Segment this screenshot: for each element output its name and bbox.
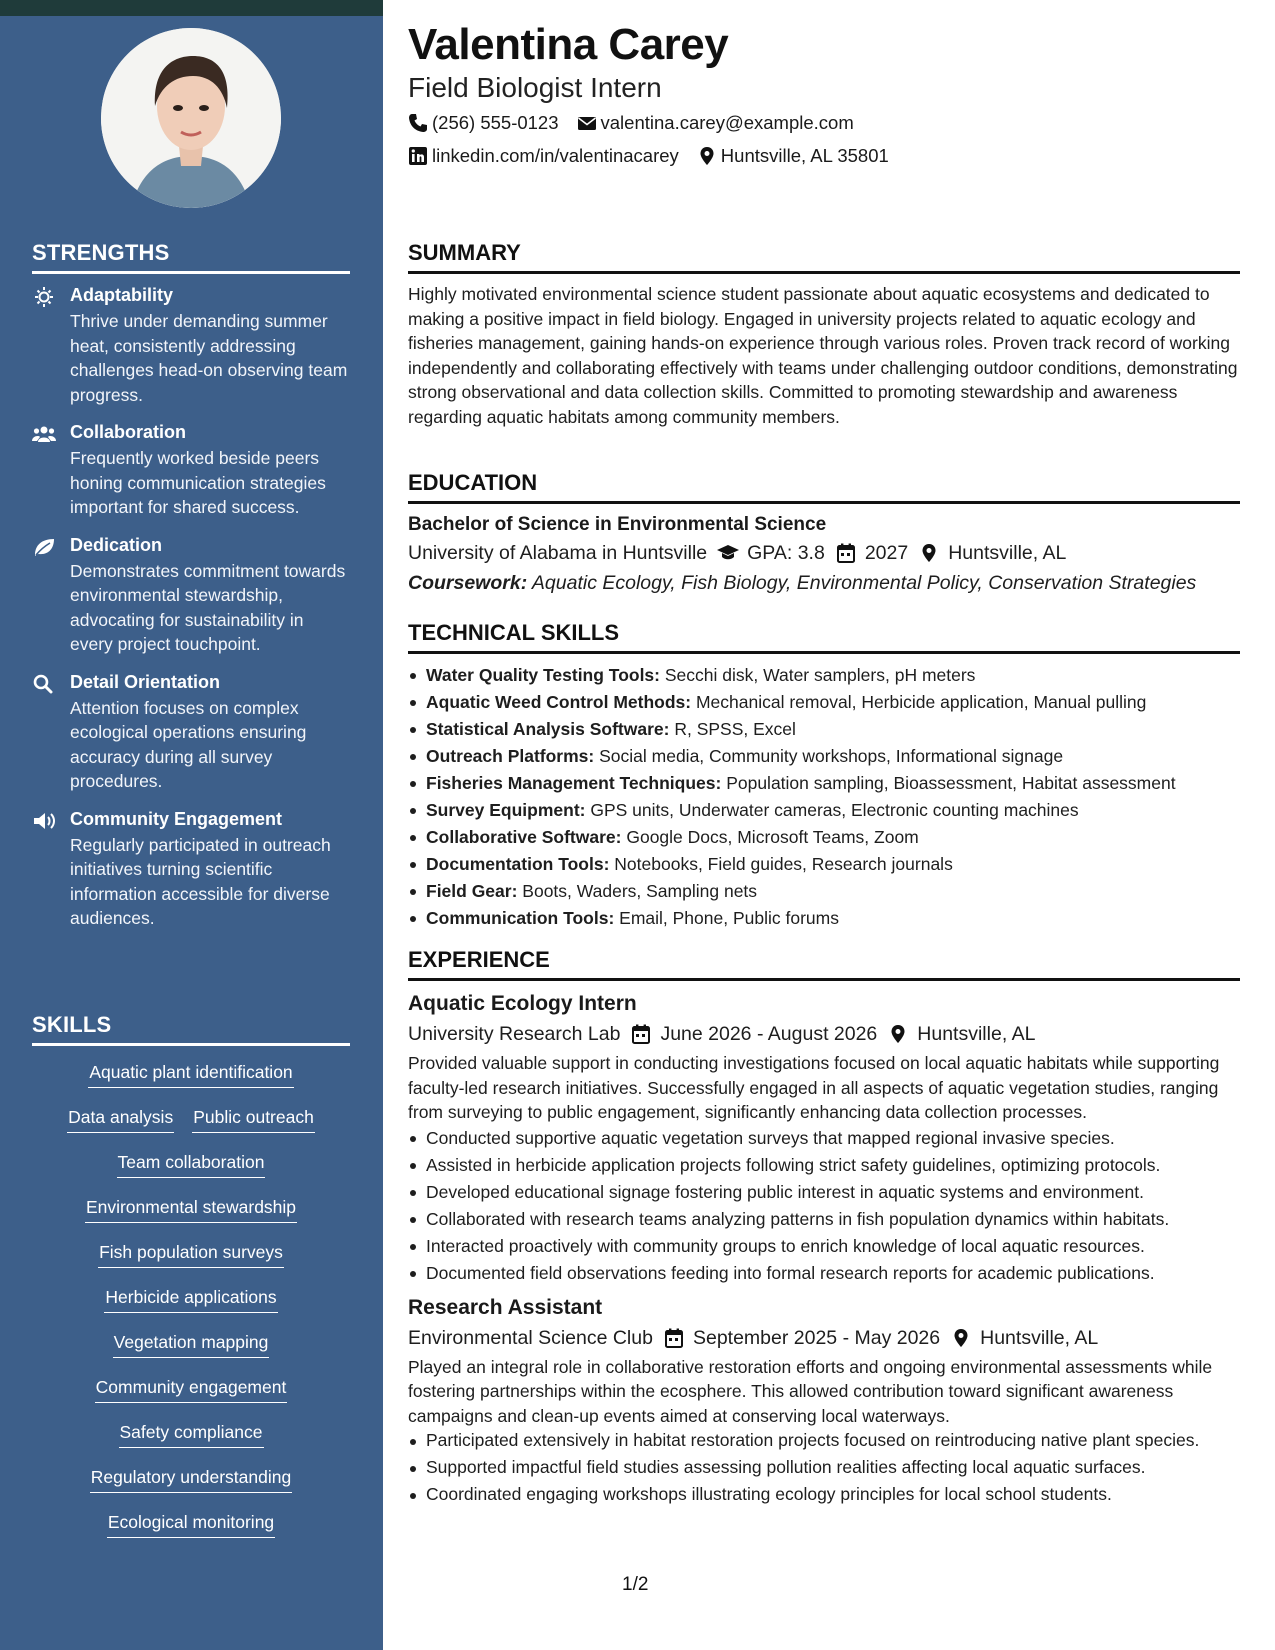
map-pin-icon [887,1024,909,1044]
job-title: Research Assistant [408,1295,603,1319]
contact-row-1 [408,112,854,134]
phone-number[interactable]: (256) 555-0123 [432,112,559,133]
job-location: Huntsville, AL [980,1326,1099,1349]
skill-category: Water Quality Testing Tools: [426,665,660,685]
strength-description: Demonstrates commitment towards environmental stewardship, advocating for sustainability in every project touchpoint. [70,560,346,654]
graduation-cap-icon [717,543,739,563]
skill-tag: Environmental stewardship [85,1195,297,1223]
experience-heading: EXPERIENCE [408,947,1240,981]
summary-heading: SUMMARY [408,240,1240,274]
coursework-line [408,568,1240,598]
skill-tag: Herbicide applications [104,1285,277,1313]
skill-tag: Fish population surveys [98,1240,284,1268]
list-item: Conducted supportive aquatic vegetation surveys that mapped regional invasive species. [408,1125,1240,1152]
job-entry [408,989,1240,1287]
strength-title: Community Engagement [70,808,283,829]
skill-category: Documentation Tools: [426,854,610,874]
candidate-title: Field Biologist Intern [408,72,662,103]
skills-list [32,1060,350,1555]
strength-title: Dedication [70,534,163,555]
map-pin-icon [918,543,940,563]
technical-skills-heading: TECHNICAL SKILLS [408,620,1240,654]
strength-item [32,534,350,657]
list-item: Participated extensively in habitat restoration projects focused on reintroducing native plant species. [408,1428,1240,1453]
strength-item [32,421,350,520]
leaf-icon [32,537,56,557]
job-bullets [408,1428,1240,1507]
summary-section [408,240,1240,429]
strengths-heading: STRENGTHS [32,240,350,274]
list-item [408,905,1240,932]
strength-item [32,808,350,931]
list-item [408,689,1240,716]
strength-description: Thrive under demanding summer heat, consistently addressing challenges head-on observing team progress. [70,311,348,405]
strengths-section [32,240,350,945]
job-description: Provided valuable support in conducting investigations focused on local aquatic habitats while supporting faculty-led research initiatives. Successfully engaged in all aspects of aquatic vegetation studies, ranging from surveying to public engagement, significantly enhancing data collection processes. [408,1053,1220,1122]
strength-item [32,671,350,794]
users-icon [32,424,56,444]
job-meta [408,1019,1240,1049]
coursework-label: Coursework: [408,572,528,594]
education-heading: EDUCATION [408,470,1240,504]
job-meta [408,1323,1240,1353]
school-location: Huntsville, AL [948,542,1067,564]
gpa-value: GPA: 3.8 [747,542,825,564]
technical-skills-list [408,662,1240,932]
list-item [408,824,1240,851]
skill-tag: Community engagement [95,1375,288,1403]
profile-photo [101,28,281,208]
job-description: Played an integral role in collaborative restoration efforts and ongoing environmental assessments while fostering partnerships within the ecosphere. This allowed contribution toward significant awareness campaigns and clean-up events aimed at conserving local waterways. [408,1356,1213,1426]
list-item: Supported impactful field studies assessing pollution realities affecting local aquatic surfaces. [408,1455,1240,1480]
list-item [408,878,1240,905]
education-meta [408,538,1240,568]
degree-name: Bachelor of Science in Environmental Science [408,514,827,535]
strength-description: Frequently worked beside peers honing communication strategies important for shared success. [70,448,326,517]
search-icon [32,674,56,694]
skill-category: Statistical Analysis Software: [426,719,670,739]
list-item [408,716,1240,743]
skill-tag: Team collaboration [117,1150,266,1178]
school-name: University of Alabama in Huntsville [408,542,708,564]
job-dates: September 2025 - May 2026 [692,1326,941,1349]
skill-category: Fisheries Management Techniques: [426,773,722,793]
job-title: Aquatic Ecology Intern [408,992,637,1015]
linkedin-icon [408,146,428,166]
strength-description: Attention focuses on complex ecological operations ensuring accuracy during all survey procedures. [70,697,307,791]
skill-values: Email, Phone, Public forums [619,908,839,928]
job-bullets [408,1125,1240,1287]
skill-tag: Ecological monitoring [107,1510,275,1538]
list-item [408,743,1240,770]
job-entry [408,1293,1240,1507]
calendar-icon [630,1024,652,1044]
skill-tag: Vegetation mapping [113,1330,270,1358]
summary-text: Highly motivated environmental science student passionate about aquatic ecosystems and dedicated to making a positive impact in field biology. Engaged in university projects related to aquatic ecology and fisheries management, gaining hands-on experience through various roles. Proven track record of working independently and collaborating effectively with teams under challenging outdoor conditions, demonstrating strong observational and data collection skills. Committed to promoting stewardship and awareness regarding aquatic habitats among community members. [408,284,1238,427]
skill-values: Secchi disk, Water samplers, pH meters [664,665,976,685]
list-item: Coordinated engaging workshops illustrating ecology principles for local school students. [408,1482,1240,1507]
job-organization: University Research Lab [408,1023,621,1045]
page-number: 1/2 [622,1574,649,1595]
list-item: Developed educational signage fostering public interest in aquatic systems and environment. [408,1179,1240,1206]
location-text: Huntsville, AL 35801 [720,145,889,166]
skill-tag: Aquatic plant identification [88,1060,293,1088]
skill-values: Boots, Waders, Sampling nets [522,881,758,901]
candidate-name: Valentina Carey [408,20,729,69]
skill-category: Collaborative Software: [426,827,622,847]
list-item: Collaborated with research teams analyzing patterns in fish population dynamics within habitats. [408,1206,1240,1233]
list-item [408,770,1240,797]
strength-description: Regularly participated in outreach initiatives turning scientific information accessible for diverse audiences. [70,834,331,928]
skill-category: Field Gear: [426,881,518,901]
technical-skills-section [408,620,1240,932]
linkedin-link[interactable]: linkedin.com/in/valentinacarey [432,145,679,166]
skill-tag: Data analysis [67,1105,174,1133]
skill-category: Outreach Platforms: [426,746,595,766]
skills-section [32,1012,350,1555]
skill-values: Mechanical removal, Herbicide application, Manual pulling [695,692,1147,712]
skill-values: Google Docs, Microsoft Teams, Zoom [626,827,919,847]
sun-icon [32,287,56,307]
contact-row-2 [408,145,889,167]
email-link[interactable]: valentina.carey@example.com [600,112,854,133]
skill-values: Notebooks, Field guides, Research journals [614,854,953,874]
skills-heading: SKILLS [32,1012,350,1046]
skill-category: Survey Equipment: [426,800,586,820]
sidebar-top-bar [0,0,383,16]
graduation-year: 2027 [864,542,909,564]
skill-values: GPS units, Underwater cameras, Electronic counting machines [590,800,1079,820]
skill-tag: Regulatory understanding [90,1465,292,1493]
calendar-icon [663,1328,685,1348]
list-item: Documented field observations feeding into formal research reports for academic publications. [408,1260,1240,1287]
skill-category: Communication Tools: [426,908,615,928]
skill-values: R, SPSS, Excel [674,719,796,739]
education-section [408,470,1240,598]
sidebar [0,0,383,1650]
megaphone-icon [32,811,56,831]
coursework-list: Aquatic Ecology, Fish Biology, Environmental Policy, Conservation Strategies [531,572,1197,594]
job-location: Huntsville, AL [917,1023,1036,1045]
experience-section [408,947,1240,1509]
envelope-icon [577,113,597,133]
strength-item [32,284,350,407]
strength-title: Adaptability [70,285,174,305]
skill-tag: Safety compliance [119,1420,264,1448]
list-item [408,797,1240,824]
map-pin-icon [697,146,717,166]
skill-category: Aquatic Weed Control Methods: [426,692,692,712]
list-item [408,662,1240,689]
job-dates: June 2026 - August 2026 [660,1023,878,1045]
list-item: Interacted proactively with community groups to enrich knowledge of local aquatic resources. [408,1233,1240,1260]
skill-values: Social media, Community workshops, Informational signage [599,746,1064,766]
map-pin-icon [950,1328,972,1348]
calendar-icon [835,543,857,563]
strength-title: Collaboration [70,422,186,442]
skill-values: Population sampling, Bioassessment, Habitat assessment [726,773,1176,793]
phone-icon [408,113,428,133]
skill-tag: Public outreach [192,1105,315,1133]
job-organization: Environmental Science Club [408,1326,653,1349]
list-item [408,851,1240,878]
list-item: Assisted in herbicide application projects following strict safety guidelines, optimizing protocols. [408,1152,1240,1179]
strength-title: Detail Orientation [70,671,221,692]
